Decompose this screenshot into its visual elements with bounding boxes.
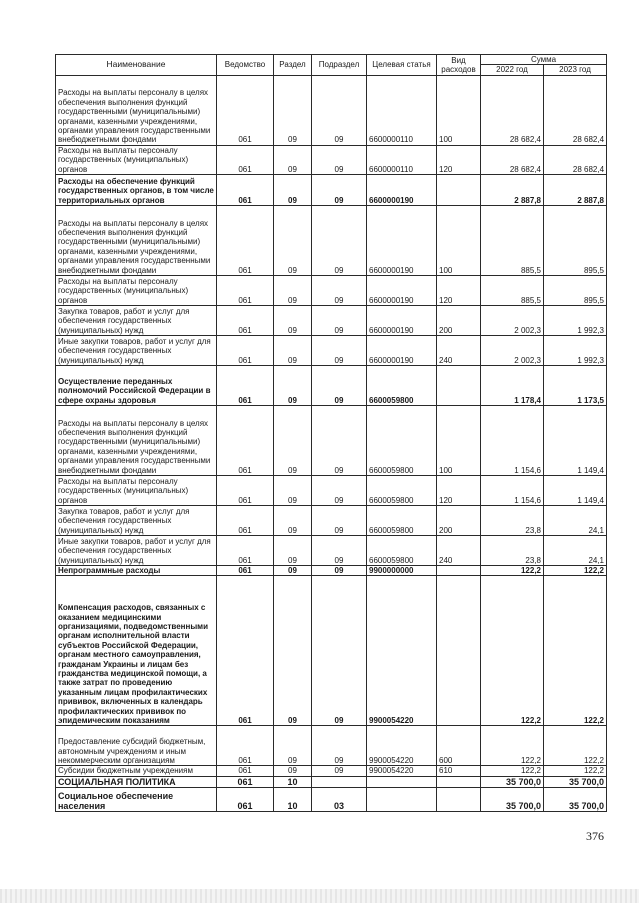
row-name: Компенсация расходов, связанных с оказанием медицинскими организациями, подведомственными органам исполнительной власти субъектов Российской Федерации, органам местного самоуправления, гражданам Украины и лицам без гражданства медицинской помощи, а также затрат по проведению указанным лицам профилактических прививок, включенных в календарь профилактических прививок по эпидемическим показаниям — [56, 576, 217, 726]
row-name: Закупка товаров, работ и услуг для обеспечения государственных (муниципальных) нужд — [56, 306, 217, 336]
row-type: 200 — [437, 506, 481, 536]
row-name: Социальное обеспечение населения — [56, 787, 217, 811]
row-section: 09 — [274, 206, 312, 276]
row-section: 09 — [274, 175, 312, 206]
table-row — [56, 536, 607, 566]
row-sum-2023: 122,2 — [544, 576, 607, 726]
row-section: 09 — [274, 576, 312, 726]
row-target: 6600000190 — [367, 276, 437, 306]
row-subsection: 09 — [312, 306, 367, 336]
table-row — [56, 145, 607, 174]
row-subsection: 09 — [312, 476, 367, 506]
row-section: 09 — [274, 336, 312, 366]
row-type: 200 — [437, 306, 481, 336]
row-name: Субсидии бюджетным учреждениям — [56, 766, 217, 776]
row-section: 10 — [274, 787, 312, 811]
table-row — [56, 406, 607, 476]
row-dept: 061 — [217, 336, 274, 366]
row-type — [437, 787, 481, 811]
row-sum-2022: 28 682,4 — [481, 145, 544, 174]
row-section: 09 — [274, 726, 312, 766]
row-sum-2023: 122,2 — [544, 766, 607, 776]
table-row — [56, 787, 607, 811]
row-type: 100 — [437, 75, 481, 145]
row-dept: 061 — [217, 75, 274, 145]
row-type: 120 — [437, 276, 481, 306]
row-type — [437, 366, 481, 406]
header-target: Целевая статья — [367, 55, 437, 76]
row-target — [367, 787, 437, 811]
row-sum-2022: 885,5 — [481, 206, 544, 276]
table-row — [56, 576, 607, 726]
row-target: 6600059800 — [367, 406, 437, 476]
row-target: 6600000110 — [367, 75, 437, 145]
row-subsection: 09 — [312, 536, 367, 566]
row-sum-2022: 35 700,0 — [481, 776, 544, 787]
row-target: 9900054220 — [367, 766, 437, 776]
row-sum-2023: 1 149,4 — [544, 476, 607, 506]
row-sum-2022: 1 154,6 — [481, 406, 544, 476]
table-row — [56, 506, 607, 536]
row-sum-2023: 35 700,0 — [544, 787, 607, 811]
row-sum-2022: 122,2 — [481, 766, 544, 776]
row-sum-2023: 895,5 — [544, 276, 607, 306]
row-sum-2022: 2 887,8 — [481, 175, 544, 206]
row-dept: 061 — [217, 366, 274, 406]
table-row — [56, 175, 607, 206]
row-section: 09 — [274, 536, 312, 566]
row-sum-2022: 122,2 — [481, 726, 544, 766]
row-sum-2023: 28 682,4 — [544, 75, 607, 145]
row-name: СОЦИАЛЬНАЯ ПОЛИТИКА — [56, 776, 217, 787]
row-sum-2023: 24,1 — [544, 506, 607, 536]
row-type: 600 — [437, 726, 481, 766]
table-row — [56, 276, 607, 306]
row-dept: 061 — [217, 536, 274, 566]
row-subsection: 09 — [312, 145, 367, 174]
row-sum-2023: 1 992,3 — [544, 306, 607, 336]
row-dept: 061 — [217, 406, 274, 476]
row-subsection: 09 — [312, 276, 367, 306]
row-section: 09 — [274, 276, 312, 306]
row-sum-2022: 23,8 — [481, 506, 544, 536]
table-row — [56, 366, 607, 406]
row-sum-2023: 122,2 — [544, 726, 607, 766]
header-section: Раздел — [274, 55, 312, 76]
row-sum-2023: 35 700,0 — [544, 776, 607, 787]
row-sum-2023: 1 173,5 — [544, 366, 607, 406]
row-target — [367, 776, 437, 787]
row-sum-2023: 122,2 — [544, 566, 607, 576]
row-type: 120 — [437, 476, 481, 506]
row-sum-2022: 23,8 — [481, 536, 544, 566]
row-name: Расходы на выплаты персоналу государственных (муниципальных) органов — [56, 276, 217, 306]
row-subsection: 09 — [312, 406, 367, 476]
table-row — [56, 776, 607, 787]
row-section: 09 — [274, 306, 312, 336]
row-target: 6600059800 — [367, 506, 437, 536]
header-subsection: Подраздел — [312, 55, 367, 76]
row-sum-2022: 2 002,3 — [481, 306, 544, 336]
row-type: 240 — [437, 336, 481, 366]
table-row — [56, 476, 607, 506]
row-sum-2022: 122,2 — [481, 576, 544, 726]
row-target: 6600000190 — [367, 306, 437, 336]
row-sum-2022: 28 682,4 — [481, 75, 544, 145]
row-dept: 061 — [217, 175, 274, 206]
row-target: 9900054220 — [367, 726, 437, 766]
row-target: 6600059800 — [367, 536, 437, 566]
row-dept: 061 — [217, 566, 274, 576]
row-dept: 061 — [217, 766, 274, 776]
row-name: Иные закупки товаров, работ и услуг для обеспечения государственных (муниципальных) нужд — [56, 536, 217, 566]
row-target: 6600000190 — [367, 336, 437, 366]
row-sum-2023: 1 149,4 — [544, 406, 607, 476]
row-subsection: 09 — [312, 175, 367, 206]
row-target: 9900054220 — [367, 576, 437, 726]
row-dept: 061 — [217, 306, 274, 336]
header-name: Наименование — [56, 55, 217, 76]
row-sum-2023: 895,5 — [544, 206, 607, 276]
row-dept: 061 — [217, 276, 274, 306]
row-section: 09 — [274, 506, 312, 536]
row-section: 09 — [274, 75, 312, 145]
row-type — [437, 175, 481, 206]
row-subsection: 09 — [312, 206, 367, 276]
row-name: Закупка товаров, работ и услуг для обеспечения государственных (муниципальных) нужд — [56, 506, 217, 536]
table-row — [56, 566, 607, 576]
row-name: Иные закупки товаров, работ и услуг для обеспечения государственных (муниципальных) нужд — [56, 336, 217, 366]
row-subsection: 09 — [312, 766, 367, 776]
row-sum-2023: 24,1 — [544, 536, 607, 566]
row-dept: 061 — [217, 145, 274, 174]
row-dept: 061 — [217, 476, 274, 506]
row-dept: 061 — [217, 206, 274, 276]
table-row — [56, 336, 607, 366]
row-subsection: 09 — [312, 576, 367, 726]
header-type: Вид расходов — [437, 55, 481, 76]
row-name: Непрограммные расходы — [56, 566, 217, 576]
row-section: 09 — [274, 476, 312, 506]
table-row — [56, 306, 607, 336]
row-name: Расходы на выплаты персоналу государственных (муниципальных) органов — [56, 476, 217, 506]
row-sum-2022: 2 002,3 — [481, 336, 544, 366]
row-sum-2023: 1 992,3 — [544, 336, 607, 366]
row-name: Расходы на выплаты персоналу государственных (муниципальных) органов — [56, 145, 217, 174]
table-row — [56, 206, 607, 276]
row-section: 09 — [274, 406, 312, 476]
row-sum-2022: 35 700,0 — [481, 787, 544, 811]
row-type: 120 — [437, 145, 481, 174]
header-year-2022: 2022 год — [481, 65, 544, 75]
row-dept: 061 — [217, 576, 274, 726]
row-target: 6600000190 — [367, 175, 437, 206]
row-section: 10 — [274, 776, 312, 787]
row-dept: 061 — [217, 776, 274, 787]
table-row — [56, 726, 607, 766]
row-section: 09 — [274, 145, 312, 174]
row-name: Расходы на обеспечение функций государственных органов, в том числе территориальных органов — [56, 175, 217, 206]
row-section: 09 — [274, 766, 312, 776]
header-dept: Ведомство — [217, 55, 274, 76]
row-type: 610 — [437, 766, 481, 776]
row-target: 6600000110 — [367, 145, 437, 174]
row-sum-2023: 28 682,4 — [544, 145, 607, 174]
row-target: 6600000190 — [367, 206, 437, 276]
budget-table — [55, 54, 607, 812]
scan-edge — [0, 889, 639, 903]
row-sum-2022: 885,5 — [481, 276, 544, 306]
row-section: 09 — [274, 366, 312, 406]
header-sum: Сумма — [481, 55, 607, 65]
header-year-2023: 2023 год — [544, 65, 607, 75]
row-subsection: 09 — [312, 506, 367, 536]
row-subsection: 09 — [312, 566, 367, 576]
row-dept: 061 — [217, 506, 274, 536]
table-row — [56, 75, 607, 145]
row-type — [437, 566, 481, 576]
page-number: 376 — [586, 829, 604, 843]
row-sum-2022: 1 154,6 — [481, 476, 544, 506]
row-subsection: 09 — [312, 726, 367, 766]
row-sum-2022: 122,2 — [481, 566, 544, 576]
row-name: Предоставление субсидий бюджетным, автономным учреждениям и иным некоммерческим организациям — [56, 726, 217, 766]
row-name: Расходы на выплаты персоналу в целях обеспечения выполнения функций государственными (муниципальными) органами, казенными учреждениями, органами управления государственными внебюджетными фондами — [56, 75, 217, 145]
row-name: Осуществление переданных полномочий Российской Федерации в сфере охраны здоровья — [56, 366, 217, 406]
row-target: 6600059800 — [367, 476, 437, 506]
row-dept: 061 — [217, 787, 274, 811]
row-name: Расходы на выплаты персоналу в целях обеспечения выполнения функций государственными (муниципальными) органами, казенными учреждениями, органами управления государственными внебюджетными фондами — [56, 406, 217, 476]
row-subsection: 09 — [312, 366, 367, 406]
row-subsection: 09 — [312, 75, 367, 145]
row-target: 6600059800 — [367, 366, 437, 406]
row-type: 240 — [437, 536, 481, 566]
row-type — [437, 776, 481, 787]
row-dept: 061 — [217, 726, 274, 766]
row-target: 9900000000 — [367, 566, 437, 576]
row-name: Расходы на выплаты персоналу в целях обеспечения выполнения функций государственными (муниципальными) органами, казенными учреждениями, органами управления государственными внебюджетными фондами — [56, 206, 217, 276]
row-type — [437, 576, 481, 726]
row-subsection: 09 — [312, 336, 367, 366]
row-subsection — [312, 776, 367, 787]
row-type: 100 — [437, 406, 481, 476]
row-section: 09 — [274, 566, 312, 576]
row-sum-2023: 2 887,8 — [544, 175, 607, 206]
row-subsection: 03 — [312, 787, 367, 811]
row-type: 100 — [437, 206, 481, 276]
row-sum-2022: 1 178,4 — [481, 366, 544, 406]
table-row — [56, 766, 607, 776]
